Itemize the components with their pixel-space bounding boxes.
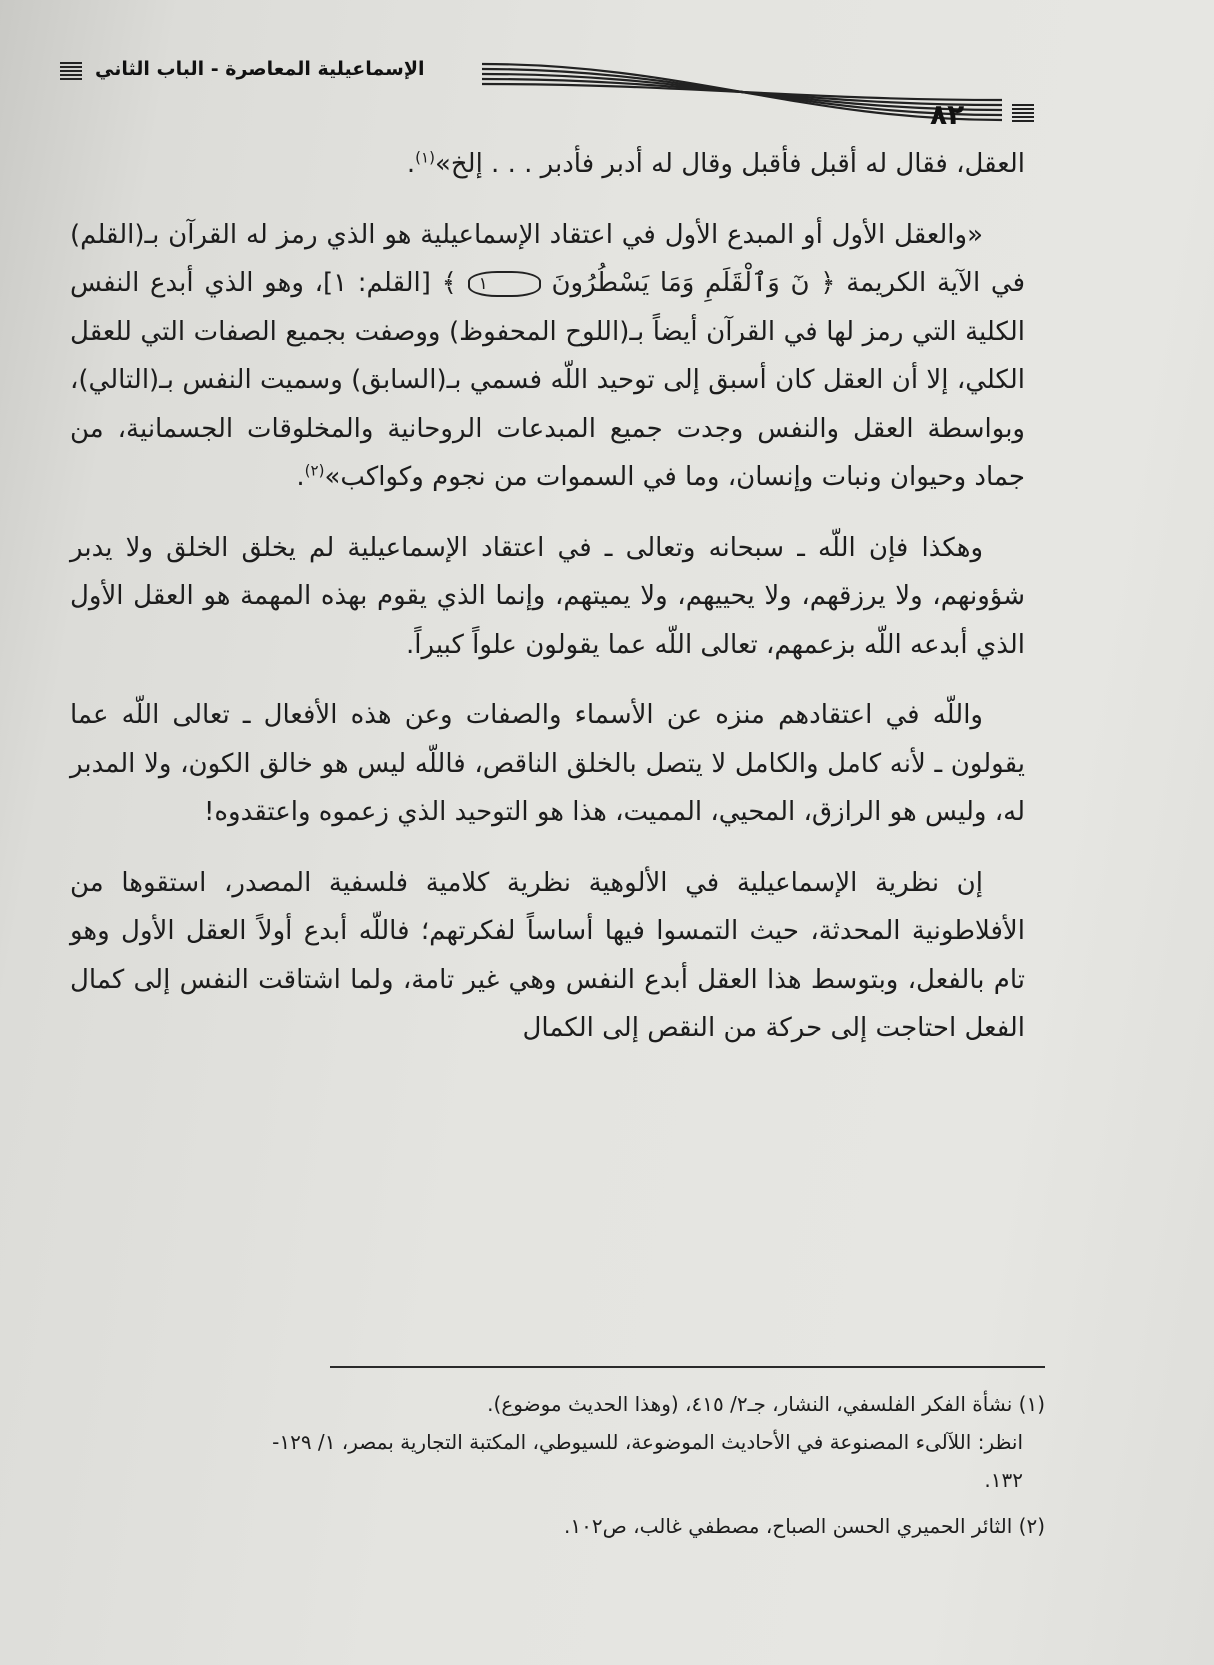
paragraph-continuation [70, 140, 1025, 189]
footnote-separator [330, 1366, 1045, 1368]
paragraph-quote [70, 211, 1025, 502]
verse-number-marker: ١ [468, 271, 541, 297]
paragraph-text: «والعقل الأول أو المبدع الأول في اعتقاد الإسماعيلية هو الذي رمز له القرآن بـ(القلم) في الآية الكريمة ﴿ نٓ وَٱلْقَلَمِ وَمَا يَسْطُرُونَ [70, 219, 1026, 298]
paragraph: وهكذا فإن اللّه ـ سبحانه وتعالى ـ في اعتقاد الإسماعيلية لم يخلق الخلق ولا يدبر شؤونهم، ولا يرزقهم، ولا يحييهم، ولا يميتهم، وإنما الذي يقوم بهذه المهمة هو العقل الأول الذي أبدعه اللّه بزعمهم، تعالى اللّه عما يقولون علواً كبيراً. [70, 532, 1025, 660]
footnotes [60, 1385, 1045, 1545]
header-ornament-icon [482, 58, 1002, 128]
running-header [60, 58, 1040, 131]
page-number-stripe-icon [1012, 104, 1034, 122]
header-stripe-icon [60, 62, 82, 80]
running-title: الإسماعيلية المعاصرة - الباب الثاني [95, 58, 425, 80]
footnote-1-tail: ١٣٢. [984, 1468, 1023, 1492]
paragraph-text: العقل، فقال له أقبل فأقبل وقال له أدبر فأدبر . . . إلخ» [434, 149, 1025, 179]
footnote-reference: (١) [415, 148, 435, 167]
footnote-reference: (٢) [304, 461, 325, 480]
paragraph-tail: . [406, 149, 416, 179]
paragraph: إن نظرية الإسماعيلية في الألوهية نظرية كلامية فلسفية المصدر، استقوها من الأفلاطونية المحدثة، حيث التمسوا فيها أساساً لفكرتهم؛ فاللّه أبدع أولاً العقل الأول وهو تام بالفعل، وبتوسط هذا العقل أبدع النفس وهي غير تامة، ولما اشتاقت النفس إلى كمال الفعل احتاجت إلى حركة من النقص إلى الكمال [70, 867, 1025, 1043]
footnote-gap [60, 1499, 1045, 1507]
paragraph-gap [70, 837, 1025, 859]
paragraph-gap [70, 502, 1025, 524]
body-text [70, 140, 1025, 1053]
footnote-1: (١) نشأة الفكر الفلسفي، النشار، جـ٢/ ٤١٥، (وهذا الحديث موضوع). [487, 1392, 1045, 1416]
footnote-2: (٢) الثائر الحميري الحسن الصباح، مصطفي غالب، ص١٠٢. [564, 1514, 1045, 1538]
footnote-1-continuation: انظر: اللآلىء المصنوعة في الأحاديث الموضوعة، للسيوطي، المكتبة التجارية بمصر، ١/ ١٢٩- [272, 1430, 1023, 1454]
paragraph-gap [70, 189, 1025, 211]
paragraph-tail: . [296, 462, 305, 492]
paragraph-text: ﴾ [القلم: ١]، وهو الذي أبدع النفس الكلية التي رمز لها في القرآن أيضاً بـ(اللوح المحفوظ) ووصفت بجميع الصفات التي للعقل الكلي، إلا أن العقل كان أسبق إلى توحيد اللّه فسمي بـ(السابق) وسميت النفس بـ(التالي)، وبواسطة العقل والنفس وجدت جميع المبدعات الروحانية والمخلوقات الجسمانية، من جماد وحيوان ونبات وإنسان، وما في السموات من نجوم وكواكب» [70, 268, 1025, 492]
paragraph: واللّه في اعتقادهم منزه عن الأسماء والصفات وعن هذه الأفعال ـ تعالى اللّه عما يقولون ـ لأنه كامل والكامل لا يتصل بالخلق الناقص، فاللّه ليس هو خالق الكون، ولا المدبر له، وليس هو الرازق، المحيي، المميت، هذا هو التوحيد الذي زعموه واعتقدوه! [70, 700, 1025, 827]
paragraph-gap [70, 669, 1025, 691]
page-number: ٨٢ [930, 98, 965, 131]
